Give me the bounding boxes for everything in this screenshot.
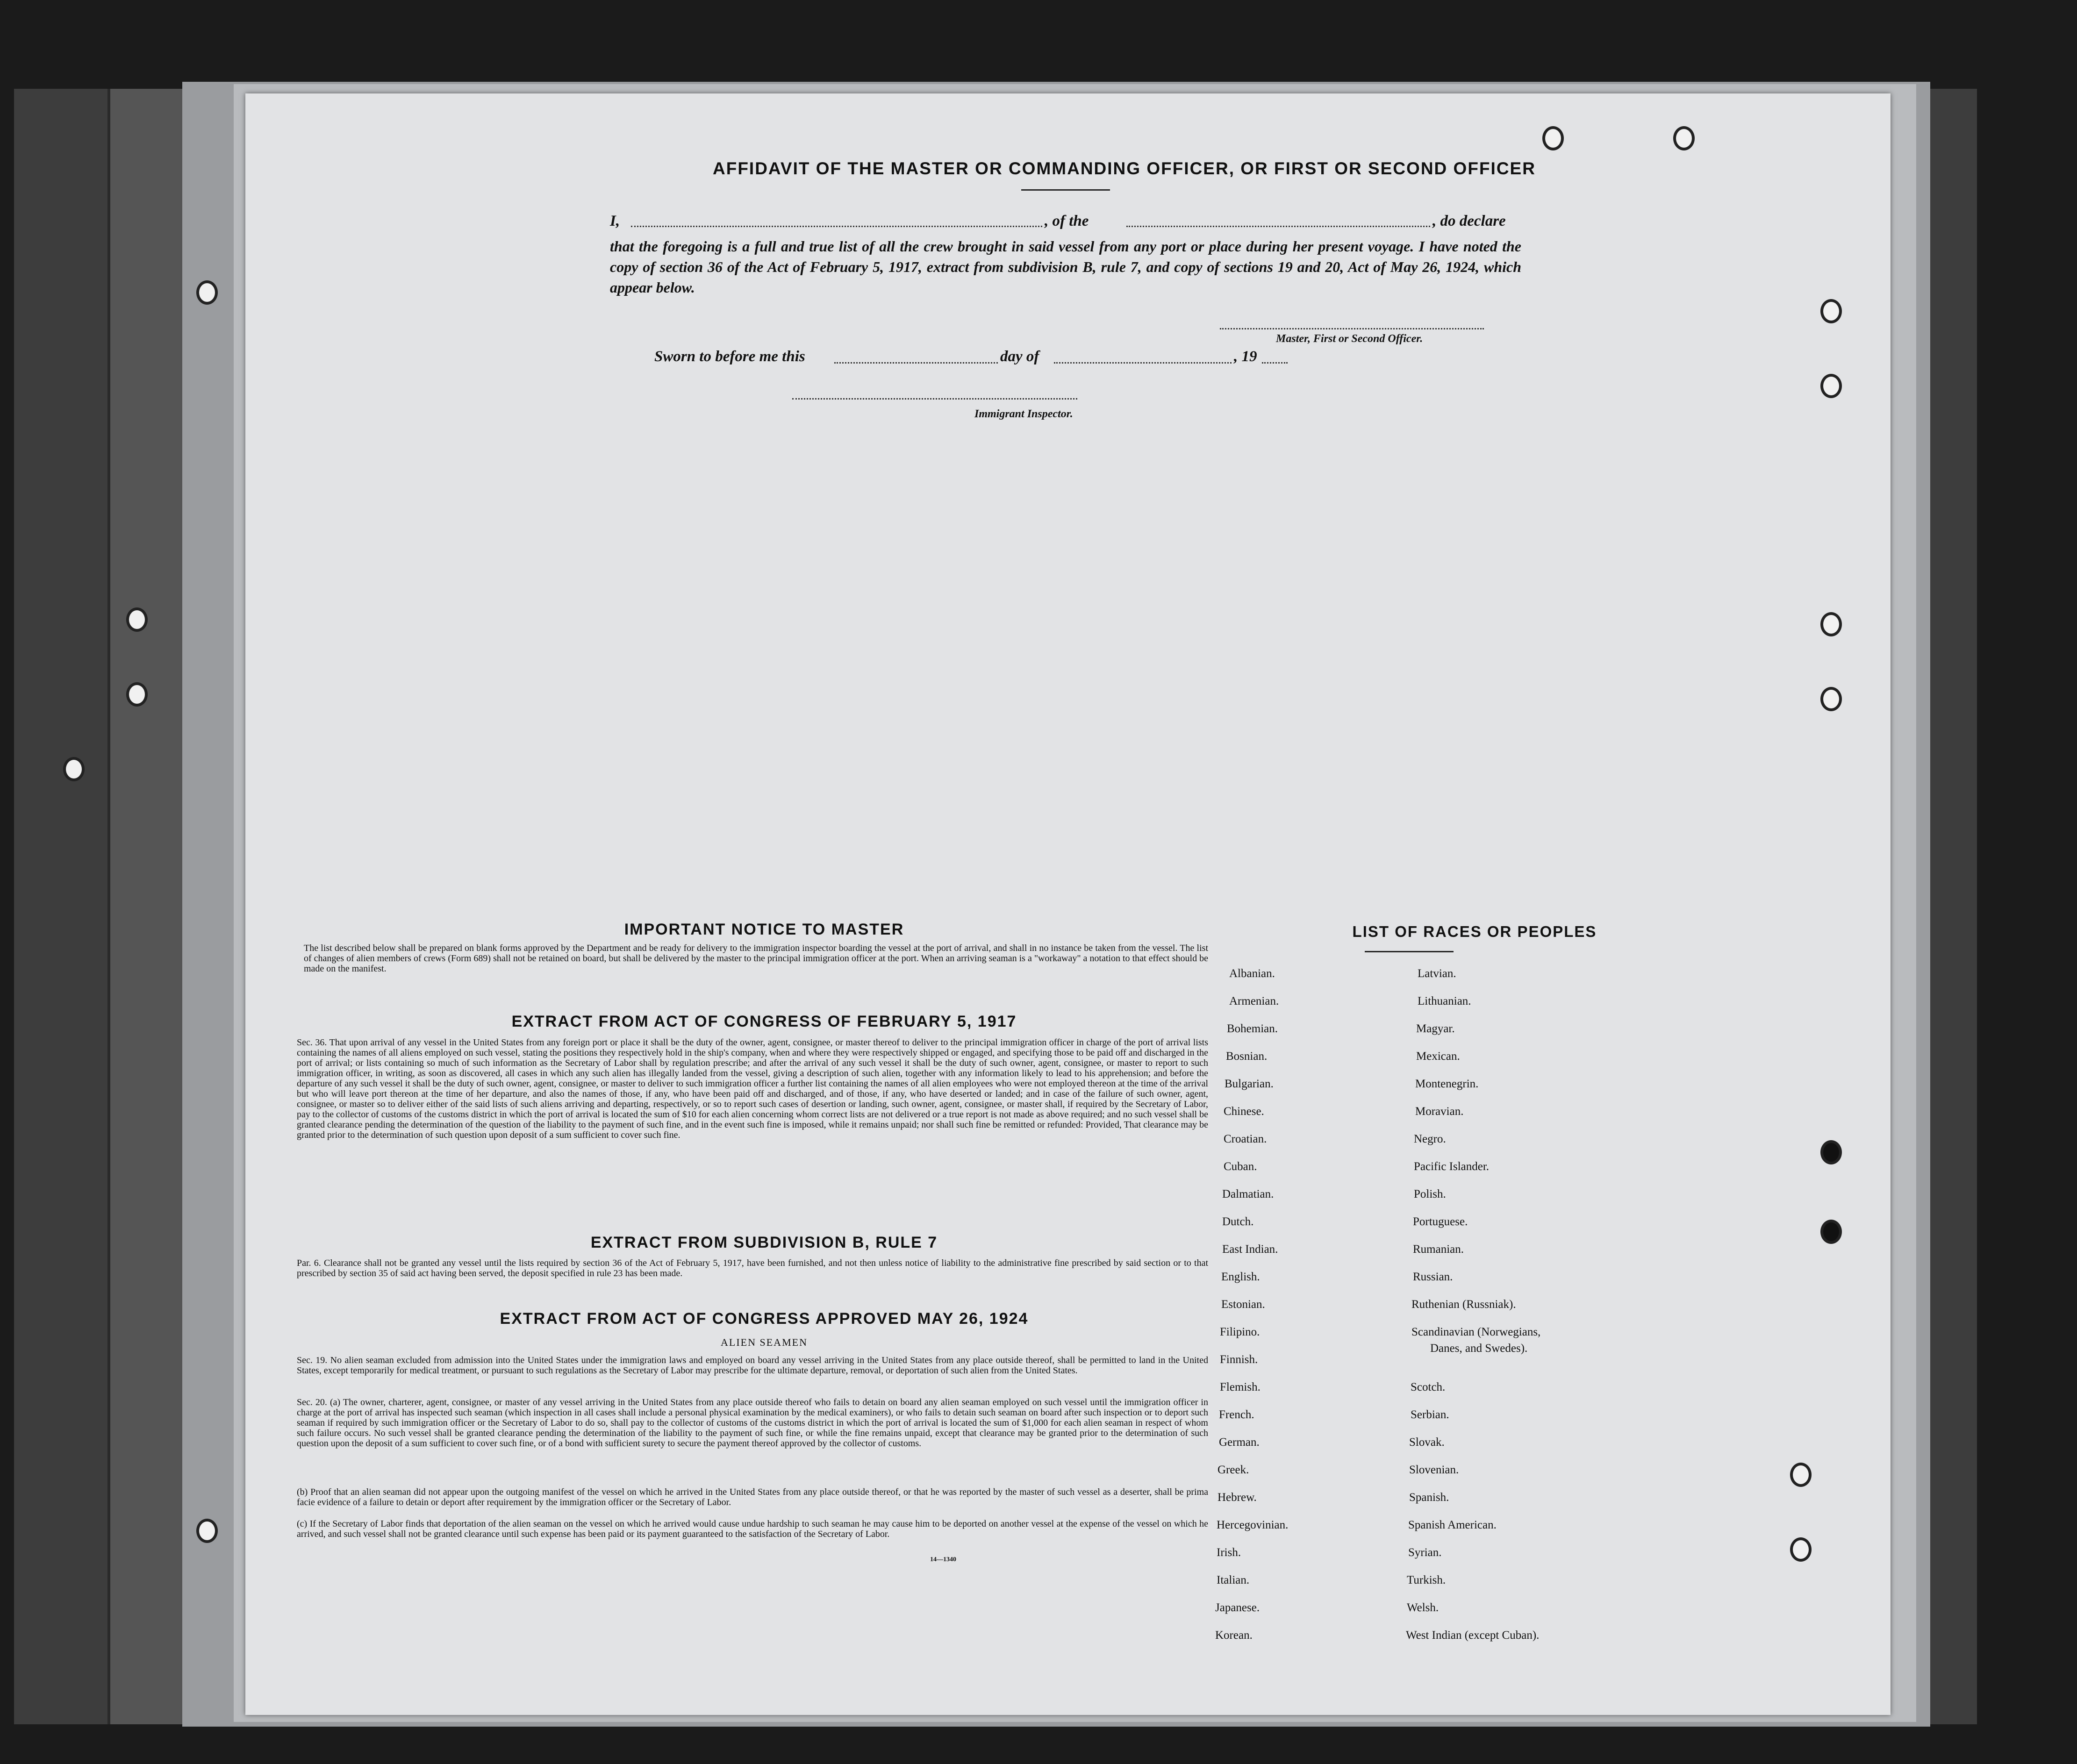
race-item: Dalmatian. — [1222, 1188, 1274, 1200]
sworn-day-line — [834, 362, 998, 364]
race-item: English. — [1221, 1271, 1260, 1283]
race-item: Polish. — [1414, 1188, 1446, 1200]
race-item: Russian. — [1413, 1271, 1453, 1283]
extract-rule7-title: EXTRACT FROM SUBDIVISION B, RULE 7 — [590, 1234, 938, 1251]
race-item: Cuban. — [1224, 1160, 1257, 1173]
race-item: Croatian. — [1224, 1133, 1267, 1145]
race-item: German. — [1219, 1436, 1260, 1449]
extract-1924-title: EXTRACT FROM ACT OF CONGRESS APPROVED MAY 26, 1924 — [500, 1310, 1029, 1328]
punch-hole-icon — [1673, 126, 1695, 150]
race-item: Chinese. — [1224, 1105, 1264, 1118]
notice-text: The list described below shall be prepared on blank forms approved by the Department and be ready for delivery to the immigration inspector boarding the vessel at the port of arrival, and shall in no instance be taken from the vessel. The list of changes of alien members of crews (Form 689) shall not be retained on board, but shall be delivered by the master to the principal immigration officer at the port. When an arriving seaman is a "workaway" a notation to that effect should be made on the manifest. — [304, 943, 1208, 974]
punch-hole-icon — [1820, 299, 1842, 323]
race-item: Italian. — [1217, 1574, 1250, 1586]
affidavit-paragraph: that the foregoing is a full and true list of all the crew brought in said vessel from any port or place during her present voyage. I have noted the copy of section 36 of the Act of February 5, 1917, extract from subdivision B, rule 7, and copy of sections 19 and 20, Act of May 26, 1924, which appear below. — [610, 238, 1521, 296]
race-item: Slovak. — [1409, 1436, 1445, 1449]
document-page — [245, 93, 1891, 1715]
race-item: Spanish American. — [1408, 1519, 1497, 1531]
race-item: Mexican. — [1416, 1050, 1460, 1063]
affidavit-i: I, — [610, 213, 620, 229]
extract-1924-sec20b: (b) Proof that an alien seaman did not appear upon the outgoing manifest of the vessel on which he arrived in the United States from any place outside thereof, or that he was reported by the master of such vessel as a deserter, shall be prima facie evidence of a failure to detain or deport after requirement by the immigration officer or the Secretary of Labor. — [297, 1487, 1208, 1507]
race-item: Serbian. — [1411, 1408, 1449, 1421]
race-item: Negro. — [1414, 1133, 1446, 1145]
race-item: Spanish. — [1409, 1491, 1449, 1504]
race-item: Latvian. — [1418, 967, 1456, 980]
race-item: Lithuanian. — [1418, 995, 1471, 1007]
race-item: Welsh. — [1407, 1601, 1439, 1614]
race-item: Rumanian. — [1413, 1243, 1464, 1256]
race-item: Hebrew. — [1218, 1491, 1257, 1504]
affidavit-of-the: , of the — [1045, 213, 1089, 229]
punch-hole-icon — [1820, 687, 1842, 711]
affidavit-title: AFFIDAVIT OF THE MASTER OR COMMANDING OFFICER, OR FIRST OR SECOND OFFICER — [713, 159, 1536, 178]
race-item: Pacific Islander. — [1414, 1160, 1490, 1173]
race-item: Japanese. — [1215, 1601, 1260, 1614]
form-code: 14—1340 — [930, 1556, 956, 1563]
name-blank-line — [631, 226, 1042, 227]
race-item: Albanian. — [1229, 967, 1275, 980]
race-item: Bosnian. — [1226, 1050, 1268, 1063]
race-item: Moravian. — [1415, 1105, 1464, 1118]
race-item: Korean. — [1215, 1629, 1253, 1642]
notice-title: IMPORTANT NOTICE TO MASTER — [624, 921, 904, 938]
extract-1924-sec20a: Sec. 20. (a) The owner, charterer, agent, consignee, or master of any vessel arriving in the United States from any place outside thereof who fails to detain on board any alien seaman employed on such vessel until the immigration officer in charge at the port of arrival has inspected such seaman (which inspection in all cases shall include a personal physical examination by the medical examiners), or who fails to detain such seaman on board after such inspection or to deport such seaman if required by such immigration officer or the Secretary of Labor to do so, shall pay to the collector of customs of the customs district in which the port of arrival is located the sum of $1,000 for each alien seaman in respect of whom such failure occurs. No such vessel shall be granted clearance pending the determination of the liability to the payment of such fine, or while the fine remains unpaid, except that clearance may be granted prior to the determination of such question upon the deposit of a sum sufficient to cover such fine, or of a bond with sufficient surety to secure the payment thereof approved by the collector of customs. — [297, 1397, 1208, 1449]
race-item: Slovenian. — [1409, 1464, 1459, 1476]
punch-hole-icon — [1820, 1220, 1842, 1244]
race-item: Scandinavian (Norwegians, — [1411, 1326, 1541, 1338]
binder-hole-icon — [196, 1519, 218, 1543]
race-item: French. — [1219, 1408, 1254, 1421]
affidavit-declare: , do declare — [1432, 213, 1506, 229]
inspector-signature-label: Immigrant Inspector. — [974, 408, 1073, 420]
race-item: Portuguese. — [1413, 1215, 1468, 1228]
binder-hole-icon — [196, 280, 218, 305]
race-item: Scotch. — [1411, 1381, 1446, 1393]
race-item: Bohemian. — [1227, 1022, 1278, 1035]
race-item: Hercegovinian. — [1217, 1519, 1289, 1531]
binder-hole-icon — [63, 757, 85, 781]
race-item: Danes, and Swedes). — [1430, 1342, 1528, 1355]
race-item: Estonian. — [1221, 1298, 1265, 1311]
races-title: LIST OF RACES OR PEOPLES — [1352, 923, 1597, 940]
race-item: Flemish. — [1220, 1381, 1261, 1393]
extract-1917-title: EXTRACT FROM ACT OF CONGRESS OF FEBRUARY 5, 1917 — [511, 1013, 1017, 1030]
binder-hole-icon — [126, 607, 148, 632]
race-item: Syrian. — [1408, 1546, 1442, 1559]
race-item: Armenian. — [1229, 995, 1279, 1007]
extract-rule7-text: Par. 6. Clearance shall not be granted any vessel until the lists required by section 36 of the Act of February 5, 1917, have been furnished, and not then unless notice of liability to the administrative fine prescribed by said section or to that prescribed by section 35 of said act having been served, the deposit specified in rule 23 has been made. — [297, 1258, 1208, 1278]
vessel-blank-line — [1126, 226, 1430, 227]
punch-hole-icon — [1820, 374, 1842, 398]
race-item: Ruthenian (Russniak). — [1411, 1298, 1516, 1311]
races-title-rule — [1365, 951, 1454, 952]
extract-1924-sec20c: (c) If the Secretary of Labor finds that deportation of the alien seaman on the vessel on which he arrived would cause undue hardship to such seaman he may cause him to be deported on another vessel at the expense of the vessel on which he arrived, and such vessel shall not be granted clearance until such expense has been paid or its payment guaranteed to the satisfaction of the Secretary of Labor. — [297, 1519, 1208, 1539]
race-item: Bulgarian. — [1225, 1078, 1274, 1090]
sworn-prefix: Sworn to before me this — [654, 348, 805, 365]
race-item: West Indian (except Cuban). — [1406, 1629, 1540, 1642]
sworn-year-prefix: , 19 — [1234, 348, 1257, 365]
race-item: Greek. — [1218, 1464, 1249, 1476]
race-item: Turkish. — [1407, 1574, 1446, 1586]
alien-seamen-subtitle: ALIEN SEAMEN — [721, 1336, 808, 1348]
binder-hole-icon — [126, 682, 148, 707]
sworn-day-of: day of — [1000, 348, 1039, 365]
race-item: East Indian. — [1222, 1243, 1278, 1256]
punch-hole-icon — [1820, 1140, 1842, 1164]
punch-hole-icon — [1542, 126, 1564, 150]
race-item: Montenegrin. — [1415, 1078, 1479, 1090]
binder-strip — [107, 89, 193, 1724]
punch-hole-icon — [1820, 612, 1842, 636]
race-item: Dutch. — [1222, 1215, 1254, 1228]
punch-hole-icon — [1790, 1537, 1812, 1562]
sworn-month-line — [1054, 362, 1232, 364]
race-item: Magyar. — [1416, 1022, 1455, 1035]
master-signature-label: Master, First or Second Officer. — [1276, 333, 1423, 345]
race-item: Filipino. — [1220, 1326, 1260, 1338]
extract-1924-sec19: Sec. 19. No alien seaman excluded from admission into the United States under the immigration laws and employed on board any vessel arriving in the United States from any place outside thereof, shall be permitted to land in the United States, except temporarily for medical treatment, or pursuant to such regulations as the Secretary of Labor may prescribe for the ultimate departure, removal, or deportation of such alien from the United States. — [297, 1355, 1208, 1376]
punch-hole-icon — [1790, 1463, 1812, 1487]
inspector-signature-line — [792, 398, 1077, 400]
race-item: Finnish. — [1220, 1353, 1258, 1366]
master-signature-line — [1220, 328, 1484, 329]
race-item: Irish. — [1217, 1546, 1241, 1559]
affidavit-title-rule — [1021, 189, 1110, 191]
extract-1917-text: Sec. 36. That upon arrival of any vessel in the United States from any foreign port or place it shall be the duty of the owner, agent, consignee, or master thereof to deliver to the principal immigration officer in charge of the port of arrival lists containing the names of all aliens employed on such vessel, stating the positions they respectively hold in the ship's company, when and where they were respectively shipped or engaged, and specifying those to be paid off and discharged in the port of arrival; or lists containing so much of such information as the Secretary of Labor shall by regulation prescribe; and after the arrival of any such vessel it shall be the duty of such owner, agent, consignee, or master to report to such immigration officer, in writing, as soon as discovered, all cases in which any such alien has illegally landed from the vessel, giving a description of such alien, together with any information likely to lead to his apprehension; and before the departure of any such vessel it shall be the duty of such owner, agent, consignee, or master to deliver to such immigration officer a further list containing the names of all alien employees who were not employed thereon at the time of the arrival but who will leave port thereon at the time of her departure, and also the names of those, if any, who have been paid off and discharged, and of those, if any, who have deserted or landed; and in case of the failure of such owner, agent, consignee, or master so to deliver either of the said lists of such aliens arriving and departing, respectively, or so to report such cases of desertion or landing, such owner, agent, consignee, or master shall, if required by the Secretary of Labor, pay to the collector of customs of the customs district in which the port of arrival is located the sum of $10 for each alien concerning whom correct lists are not delivered or a true report is not made as above required; and no such vessel shall be granted clearance pending the determination of the question of the liability to the payment of such fine, and in the event such fine is imposed, while it remains unpaid; nor shall such fine be remitted or refunded: Provided, That clearance may be granted prior to the determination of such question upon deposit of a sum sufficient to cover such fine. — [297, 1037, 1208, 1140]
sworn-year-line — [1262, 362, 1288, 364]
